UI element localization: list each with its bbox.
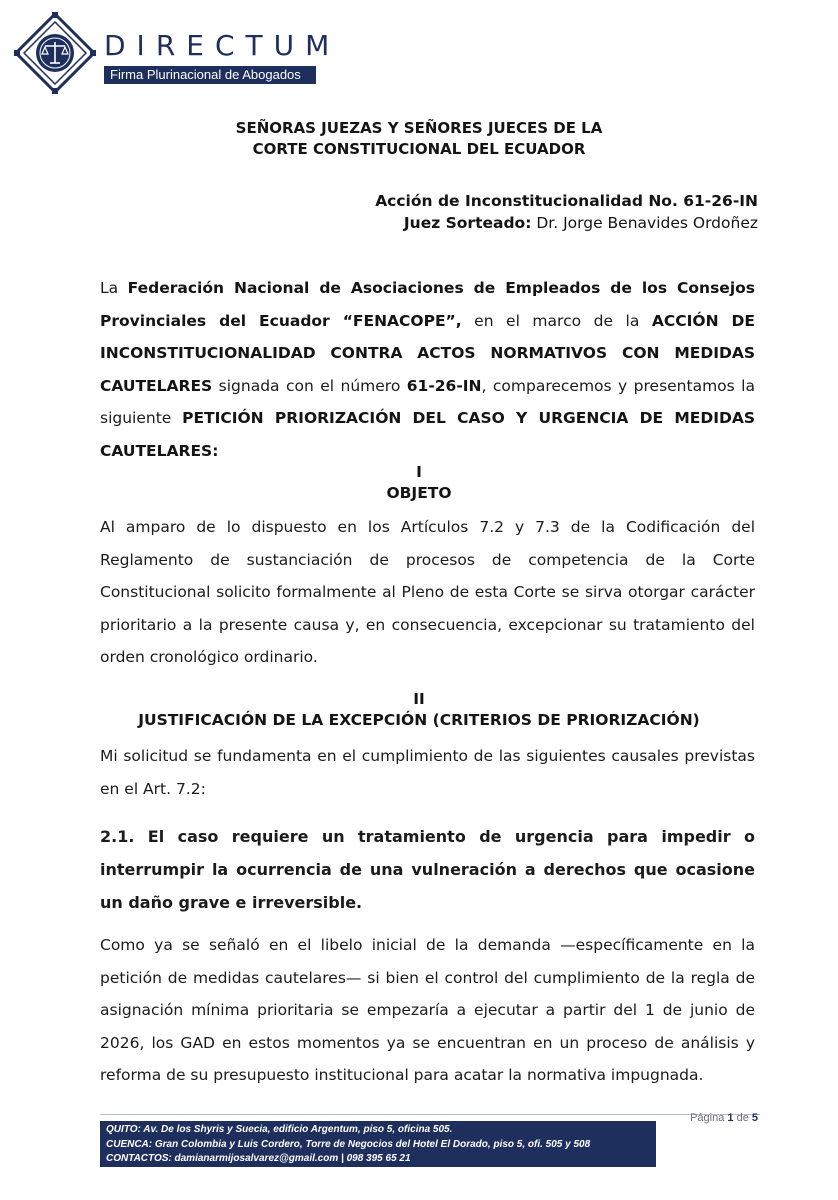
section-2-body: Mi solicitud se fundamenta en el cumplimiento de las siguientes causales previstas en el Art. 7.2:	[100, 747, 755, 798]
action-type: ACCIÓN DE INCONSTITUCIONALIDAD CONTRA ACTOS NORMATIVOS CON MEDIDAS CAUTELARES	[100, 311, 755, 395]
addressee	[0, 118, 838, 160]
subsection-2-1-body: Como ya se señaló en el libelo inicial de la demanda —específicamente en la petición de medidas cautelares— si bien el control del cumplimiento de la regla de asignación mínima prioritaria se empezaría a ejecutar a partir del 1 de junio de 2026, los GAD en estos momentos ya se encuentran en un proceso de análisis y reforma de su presupuesto institucional para acatar la normativa impugnada.	[100, 936, 755, 1084]
case-number: 61-26-IN	[406, 376, 482, 395]
page-current: 1	[727, 1112, 734, 1124]
section-1-heading	[0, 462, 838, 504]
section-1-numeral: I	[416, 463, 422, 481]
page-number	[690, 1112, 758, 1124]
footer-contact-box	[100, 1121, 656, 1167]
assigned-judge	[375, 212, 758, 234]
section-2-numeral: II	[413, 690, 425, 708]
petition-title: PETICIÓN PRIORIZACIÓN DEL CASO Y URGENCIA DE MEDIDAS CAUTELARES:	[100, 409, 755, 460]
petitioner-name: Federación Nacional de Asociaciones de Empleados de los Consejos Provinciales del Ecuador “FENACOPE”,	[100, 279, 756, 330]
intro-paragraph	[100, 272, 755, 467]
brand-subtitle: Firma Plurinacional de Abogados	[104, 66, 316, 84]
section-1-body: Al amparo de lo dispuesto en los Artículos 7.2 y 7.3 de la Codificación del Reglamento de sustanciación de procesos de competencia de la Corte Constitucional solicito formalmente al Pleno de esta Corte se sirva otorgar carácter prioritario a la presente causa y, en consecuencia, excepcionar su tratamiento del orden cronológico ordinario.	[100, 518, 755, 666]
case-reference	[375, 190, 758, 234]
action-number: Acción de Inconstitucionalidad No. 61-26-IN	[375, 192, 758, 210]
page-label: Página	[690, 1112, 728, 1124]
footer-divider	[100, 1114, 760, 1115]
scales-of-justice-emblem-icon	[14, 12, 96, 94]
footer-cuenca-address: CUENCA: Gran Colombia y Luis Cordero, Torre de Negocios del Hotel El Dorado, piso 5, ofi. 505 y 508	[106, 1138, 591, 1150]
page-total: 5	[751, 1112, 758, 1124]
intro-text-3: signada con el número	[212, 376, 407, 395]
letterhead-brand	[104, 30, 340, 84]
section-1-title: OBJETO	[386, 484, 452, 502]
footer-quito-address: QUITO: Av. De los Shyris y Suecia, edificio Argentum, piso 5, oficina 505.	[106, 1124, 453, 1135]
footer-contacts: CONTACTOS: damianarmijosalvarez@gmail.com | 098 395 65 21	[106, 1153, 411, 1164]
section-2-title: JUSTIFICACIÓN DE LA EXCEPCIÓN (CRITERIOS DE PRIORIZACIÓN)	[138, 711, 700, 729]
judge-label: Juez Sorteado:	[403, 214, 532, 232]
section-2-heading	[0, 689, 838, 731]
intro-text-4: , comparecemos y presentamos la siguiente	[100, 376, 755, 427]
intro-text-2: en el marco de la	[461, 311, 652, 330]
subsection-2-1-heading: 2.1. El caso requiere un tratamiento de urgencia para impedir o interrumpir la ocurrencia de una vulneración a derechos que ocasione un daño grave e irreversible.	[100, 827, 755, 912]
addressee-line-2: CORTE CONSTITUCIONAL DEL ECUADOR	[252, 140, 586, 158]
page-of: de	[733, 1112, 752, 1124]
intro-text-1: La	[100, 279, 128, 297]
addressee-line-1: SEÑORAS JUEZAS Y SEÑORES JUECES DE LA	[235, 119, 603, 137]
judge-name: Dr. Jorge Benavides Ordoñez	[531, 214, 758, 232]
brand-name: DIRECTUM	[104, 29, 341, 62]
